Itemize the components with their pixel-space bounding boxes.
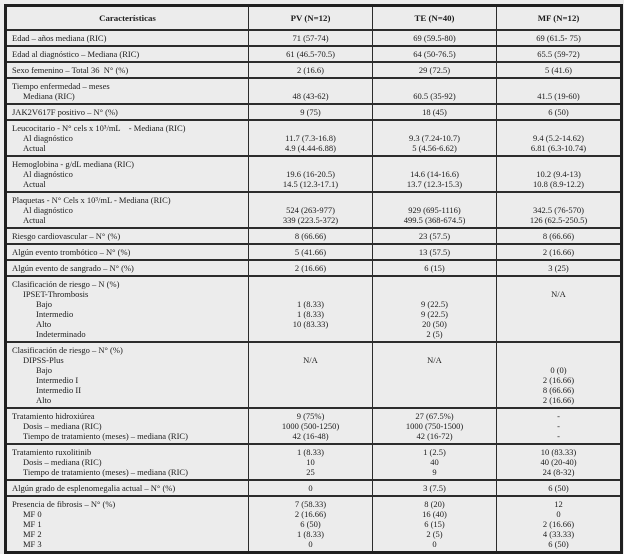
value-line: [500, 309, 617, 319]
value-line: 9 (75): [300, 107, 321, 117]
value-cell-mf: [497, 46, 622, 62]
value-line: N/A: [551, 289, 566, 299]
row-label-line: Intermedio II: [36, 385, 82, 395]
value-line: [500, 329, 617, 339]
value-line: 1000 (750-1500): [405, 421, 464, 431]
value-cell-mf: [497, 276, 622, 342]
value-cell-pv: [249, 444, 373, 480]
row-label-cell: [6, 192, 249, 228]
row-label-cell: [6, 260, 249, 276]
value-line: [252, 329, 369, 339]
row-label-line: Mediana (RIC): [23, 91, 75, 101]
value-line: 2 (5): [426, 529, 443, 539]
value-line: 5 (4.56-6.62): [412, 143, 457, 153]
value-line: 1 (8.33): [297, 529, 324, 539]
row-label-line: Actual: [23, 179, 46, 189]
characteristics-table: [4, 4, 623, 554]
row-label-line: Tratamiento hidroxiúrea: [12, 411, 95, 421]
value-cell-pv: [249, 342, 373, 408]
row-label-line: Al diagnóstico: [23, 169, 73, 179]
value-line: 2 (16.66): [294, 509, 327, 519]
value-line: 4.9 (4.44-6.88): [285, 143, 336, 153]
row-label-line: DIPSS-Plus: [23, 355, 64, 365]
value-line: 23 (57.5): [418, 231, 451, 241]
value-line: [500, 81, 617, 91]
value-line: [500, 319, 617, 329]
value-line: 29 (72.5): [418, 65, 451, 75]
value-line: [376, 289, 493, 299]
value-line: 10.8 (8.9-12.2): [533, 179, 584, 189]
value-line: 65.5 (59-72): [537, 49, 580, 59]
value-line: 20 (50): [422, 319, 447, 329]
value-cell-te: [373, 62, 497, 78]
row-label-line: Algún evento trombótico – N° (%): [12, 247, 131, 257]
value-line: -: [557, 431, 560, 441]
value-cell-te: [373, 444, 497, 480]
value-cell-te: [373, 496, 497, 553]
value-cell-te: [373, 228, 497, 244]
value-line: 6 (50): [300, 519, 321, 529]
value-line: [252, 395, 369, 405]
value-line: 9: [432, 467, 437, 477]
row-label-line: Edad al diagnóstico – Mediana (RIC): [12, 49, 140, 59]
row-label-cell: [6, 408, 249, 444]
value-line: 9.3 (7.24-10.7): [409, 133, 460, 143]
row-label-line: Plaquetas - N° Cels x 10³/mL - Mediana (RIC): [12, 195, 171, 205]
row-label-line: Actual: [23, 215, 46, 225]
row-label-line: JAK2V617F positivo – N° (%): [12, 107, 118, 117]
value-cell-pv: [249, 260, 373, 276]
value-line: 10: [306, 457, 315, 467]
value-line: [376, 195, 493, 205]
table-row: [6, 444, 622, 480]
value-line: [252, 345, 369, 355]
table-row: [6, 408, 622, 444]
value-cell-te: [373, 104, 497, 120]
value-line: 14.6 (14-16.6): [410, 169, 459, 179]
value-line: 499.5 (368-674.5): [403, 215, 466, 225]
value-line: 2 (16.66): [542, 519, 575, 529]
table-row: [6, 78, 622, 104]
value-cell-mf: [497, 342, 622, 408]
value-cell-mf: [497, 260, 622, 276]
row-label-line: MF 0: [23, 509, 42, 519]
value-cell-mf: [497, 192, 622, 228]
value-cell-te: [373, 480, 497, 496]
value-line: 9 (22.5): [421, 309, 448, 319]
value-cell-te: [373, 46, 497, 62]
table-row: [6, 244, 622, 260]
value-cell-pv: [249, 62, 373, 78]
row-label-line: Actual: [23, 143, 46, 153]
row-label-line: Algún evento de sangrado – N° (%): [12, 263, 134, 273]
row-label-line: Tiempo de tratamiento (meses) – mediana (RIC): [23, 467, 188, 477]
value-line: 27 (67.5%): [415, 411, 454, 421]
value-line: [376, 365, 493, 375]
value-line: 2 (16.66): [542, 395, 575, 405]
column-header-pv: PV (N=12): [249, 6, 373, 31]
row-label-cell: [6, 104, 249, 120]
table-row: [6, 192, 622, 228]
row-label-line: Al diagnóstico: [23, 133, 73, 143]
value-cell-mf: [497, 244, 622, 260]
value-line: 69 (59.5-80): [413, 33, 456, 43]
row-label-cell: [6, 244, 249, 260]
value-line: 126 (62.5-250.5): [529, 215, 588, 225]
value-line: 16 (40): [422, 509, 447, 519]
value-line: [252, 279, 369, 289]
value-cell-te: [373, 276, 497, 342]
value-cell-te: [373, 192, 497, 228]
row-label-line: Tiempo enfermedad – meses: [12, 81, 110, 91]
table-row: [6, 30, 622, 46]
value-cell-pv: [249, 276, 373, 342]
value-cell-pv: [249, 192, 373, 228]
value-line: 8 (66.66): [542, 231, 575, 241]
value-line: [252, 375, 369, 385]
value-cell-te: [373, 78, 497, 104]
value-line: 1 (8.33): [297, 447, 324, 457]
value-line: 6 (50): [548, 539, 569, 549]
value-line: [252, 195, 369, 205]
value-line: [252, 159, 369, 169]
table-row: [6, 342, 622, 408]
value-line: 1 (8.33): [297, 309, 324, 319]
value-cell-pv: [249, 496, 373, 553]
table-row: [6, 62, 622, 78]
value-cell-te: [373, 244, 497, 260]
value-line: 7 (58.33): [294, 499, 327, 509]
value-line: 5 (41.66): [294, 247, 327, 257]
value-line: 40: [430, 457, 439, 467]
value-cell-te: [373, 30, 497, 46]
value-line: [376, 375, 493, 385]
value-cell-te: [373, 120, 497, 156]
row-label-line: Dosis – mediana (RIC): [23, 457, 102, 467]
value-line: 6 (15): [424, 519, 445, 529]
value-line: -: [557, 421, 560, 431]
value-line: 3 (7.5): [423, 483, 446, 493]
column-header-mf: MF (N=12): [497, 6, 622, 31]
row-label-cell: [6, 496, 249, 553]
value-cell-pv: [249, 244, 373, 260]
row-label-line: Al diagnóstico: [23, 205, 73, 215]
value-line: [376, 279, 493, 289]
value-cell-pv: [249, 78, 373, 104]
value-line: [376, 81, 493, 91]
value-cell-mf: [497, 156, 622, 192]
row-label-line: Tiempo de tratamiento (meses) – mediana (RIC): [23, 431, 188, 441]
value-line: 60.5 (35-92): [413, 91, 456, 101]
value-cell-pv: [249, 30, 373, 46]
value-line: 1000 (500-1250): [281, 421, 340, 431]
value-line: N/A: [303, 355, 318, 365]
table-row: [6, 156, 622, 192]
column-header-te: TE (N=40): [373, 6, 497, 31]
row-label-cell: [6, 30, 249, 46]
row-label-cell: [6, 78, 249, 104]
value-line: [376, 123, 493, 133]
value-cell-pv: [249, 480, 373, 496]
table-row: [6, 276, 622, 342]
value-line: 61 (46.5-70.5): [286, 49, 335, 59]
row-label-cell: [6, 276, 249, 342]
column-header-caracteristicas: Características: [6, 6, 249, 31]
value-line: 339 (223.5-372): [282, 215, 339, 225]
value-cell-mf: [497, 408, 622, 444]
value-line: 10 (83.33): [292, 319, 329, 329]
row-label-line: Bajo: [36, 299, 53, 309]
value-line: 10.2 (9.4-13): [536, 169, 581, 179]
row-label-cell: [6, 480, 249, 496]
value-cell-mf: [497, 78, 622, 104]
value-line: 4 (33.33): [542, 529, 575, 539]
value-line: 14.5 (12.3-17.1): [282, 179, 339, 189]
value-cell-te: [373, 260, 497, 276]
value-line: 18 (45): [422, 107, 447, 117]
row-label-line: Dosis – mediana (RIC): [23, 421, 102, 431]
value-line: [252, 385, 369, 395]
row-label-line: Intermedio I: [36, 375, 79, 385]
value-cell-mf: [497, 120, 622, 156]
value-line: 9 (22.5): [421, 299, 448, 309]
table-row: [6, 496, 622, 553]
value-line: [500, 159, 617, 169]
value-line: [500, 355, 617, 365]
table-row: [6, 480, 622, 496]
value-line: [500, 299, 617, 309]
table-row: [6, 260, 622, 276]
row-label-line: Algún grado de esplenomegalia actual – N° (%): [12, 483, 176, 493]
value-line: [500, 345, 617, 355]
value-line: 9.4 (5.2-14.62): [533, 133, 584, 143]
row-label-cell: [6, 342, 249, 408]
value-line: 40 (20-40): [540, 457, 577, 467]
row-label-line: Bajo: [36, 365, 53, 375]
value-cell-pv: [249, 46, 373, 62]
value-line: 2 (5): [426, 329, 443, 339]
value-line: 0: [556, 509, 561, 519]
table-body: [6, 30, 622, 553]
value-cell-mf: [497, 104, 622, 120]
row-label-line: MF 3: [23, 539, 42, 549]
value-line: 6 (50): [548, 483, 569, 493]
value-line: 2 (16.6): [297, 65, 324, 75]
value-line: 11.7 (7.3-16.8): [285, 133, 336, 143]
row-label-line: Intermedio: [36, 309, 74, 319]
value-cell-mf: [497, 480, 622, 496]
value-line: 69 (61.5- 75): [536, 33, 581, 43]
value-line: [376, 385, 493, 395]
row-label-cell: [6, 46, 249, 62]
value-line: [376, 159, 493, 169]
value-line: [252, 123, 369, 133]
value-line: 42 (16-48): [292, 431, 329, 441]
row-label-line: IPSET-Thrombosis: [23, 289, 89, 299]
value-line: 0: [308, 483, 313, 493]
row-label-line: Indeterminado: [36, 329, 86, 339]
value-line: 5 (41.6): [545, 65, 572, 75]
row-label-line: Alto: [36, 395, 52, 405]
value-cell-mf: [497, 444, 622, 480]
value-line: 0 (0): [550, 365, 567, 375]
value-line: 3 (25): [548, 263, 569, 273]
value-line: 8 (66.66): [294, 231, 327, 241]
value-cell-pv: [249, 120, 373, 156]
value-line: 8 (20): [424, 499, 445, 509]
row-label-line: Edad – años mediana (RIC): [12, 33, 107, 43]
table-row: [6, 46, 622, 62]
row-label-cell: [6, 156, 249, 192]
value-line: [252, 81, 369, 91]
value-line: 13.7 (12.3-15.3): [406, 179, 463, 189]
table-row: [6, 120, 622, 156]
value-line: 13 (57.5): [418, 247, 451, 257]
value-cell-mf: [497, 30, 622, 46]
value-line: 71 (57-74): [292, 33, 329, 43]
value-line: [500, 123, 617, 133]
row-label-line: Tratamiento ruxolitinib: [12, 447, 92, 457]
value-line: 524 (263-977): [286, 205, 335, 215]
value-line: 48 (43-62): [292, 91, 329, 101]
value-line: 12: [554, 499, 563, 509]
value-line: 2 (16.66): [294, 263, 327, 273]
value-line: -: [557, 411, 560, 421]
value-line: 25: [306, 467, 315, 477]
value-line: 2 (16.66): [542, 247, 575, 257]
row-label-line: Alto: [36, 319, 52, 329]
value-cell-te: [373, 156, 497, 192]
row-label-cell: [6, 228, 249, 244]
value-line: 0: [432, 539, 437, 549]
row-label-line: Hemoglobina - g/dL mediana (RIC): [12, 159, 134, 169]
value-line: 0: [308, 539, 313, 549]
value-cell-mf: [497, 228, 622, 244]
value-line: [252, 365, 369, 375]
value-cell-pv: [249, 408, 373, 444]
row-label-cell: [6, 120, 249, 156]
value-cell-pv: [249, 104, 373, 120]
row-label-line: Clasificación de riesgo – N° (%): [12, 345, 123, 355]
value-cell-mf: [497, 62, 622, 78]
row-label-line: Leucocitario - N° cels x 10³/mL - Mediana (RIC): [12, 123, 186, 133]
table-row: [6, 104, 622, 120]
value-line: 24 (8-32): [542, 467, 575, 477]
value-line: [500, 195, 617, 205]
value-line: [252, 289, 369, 299]
value-line: 929 (695-1116): [408, 205, 461, 215]
value-line: N/A: [427, 355, 442, 365]
value-line: 6 (15): [424, 263, 445, 273]
value-line: 19.6 (16-20.5): [286, 169, 335, 179]
row-label-cell: [6, 444, 249, 480]
value-line: [500, 279, 617, 289]
value-line: 2 (16.66): [542, 375, 575, 385]
row-label-line: Clasificación de riesgo – N (%): [12, 279, 120, 289]
value-cell-pv: [249, 156, 373, 192]
value-line: 42 (16-72): [416, 431, 453, 441]
value-cell-te: [373, 408, 497, 444]
value-line: 9 (75%): [296, 411, 325, 421]
row-label-line: Presencia de fibrosis – N° (%): [12, 499, 116, 509]
row-label-line: Sexo femenino – Total 36 N° (%): [12, 65, 129, 75]
value-line: 6.81 (6.3-10.74): [530, 143, 587, 153]
value-line: 41.5 (19-60): [537, 91, 580, 101]
value-line: 342.5 (76-570): [533, 205, 584, 215]
row-label-cell: [6, 62, 249, 78]
value-cell-te: [373, 342, 497, 408]
value-line: 6 (50): [548, 107, 569, 117]
row-label-line: Riesgo cardiovascular – N° (%): [12, 231, 121, 241]
value-line: 1 (2.5): [423, 447, 446, 457]
value-line: [376, 395, 493, 405]
value-line: 1 (8.33): [297, 299, 324, 309]
value-line: 64 (50-76.5): [413, 49, 456, 59]
table-header-row: [6, 6, 622, 31]
table-row: [6, 228, 622, 244]
row-label-line: MF 1: [23, 519, 42, 529]
value-cell-pv: [249, 228, 373, 244]
value-line: 10 (83.33): [540, 447, 577, 457]
row-label-line: MF 2: [23, 529, 42, 539]
value-line: [376, 345, 493, 355]
value-line: 8 (66.66): [542, 385, 575, 395]
value-cell-mf: [497, 496, 622, 553]
